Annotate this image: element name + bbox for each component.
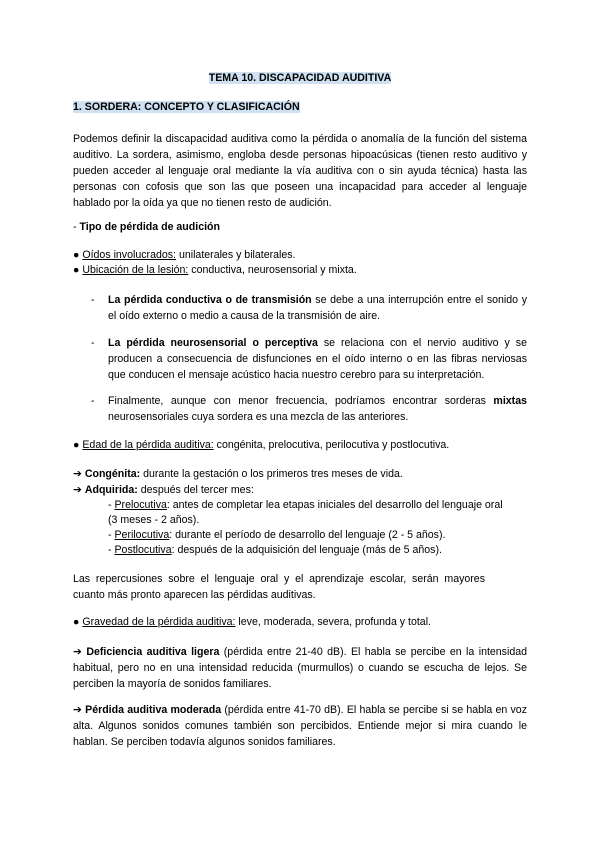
item-mixta: Finalmente, aunque con menor frecuencia, podríamos encontrar sorderas mixtas neurosensoriales cuya sordera es una mezcla de las anteriores. bbox=[108, 395, 527, 423]
bullet-oidos: ● Oídos involucrados: unilaterales y bilaterales. bbox=[73, 249, 296, 261]
arrow-icon: ➔ bbox=[73, 484, 82, 496]
sub-postlocutiva: - Postlocutiva: después de la adquisición del lenguaje (más de 5 años). bbox=[108, 544, 442, 556]
bullet-icon: ● bbox=[73, 439, 80, 451]
section-heading: 1. SORDERA: CONCEPTO Y CLASIFICACIÓN bbox=[73, 101, 300, 113]
item-conductiva: La pérdida conductiva o de transmisión se debe a una interrupción entre el sonido y el oído externo o medio a causa de la transmisión de aire. bbox=[108, 294, 527, 322]
repercusiones-paragraph: Las repercusiones sobre el lenguaje oral y el aprendizaje escolar, serán mayores cuanto más pronto aparecen las pérdidas auditivas. bbox=[73, 573, 485, 601]
item-neurosensorial: La pérdida neurosensorial o perceptiva se relaciona con el nervio auditivo y se producen a consecuencia de disfunciones en el oído interno o en las fibras nerviosas que conducen el mensaje acústico hacia nuestro cerebro para su interpretación. bbox=[108, 337, 527, 381]
document-title: TEMA 10. DISCAPACIDAD AUDITIVA bbox=[208, 72, 392, 84]
arrow-adquirida: ➔ Adquirida: después del tercer mes: bbox=[73, 484, 254, 496]
dash-marker: - bbox=[91, 395, 95, 407]
intro-paragraph: Podemos definir la discapacidad auditiva como la pérdida o anomalía de la función del sistema auditivo. La sordera, asimismo, engloba desde personas hipoacúsicas (tienen resto auditivo y pueden acceder al lenguaje oral mediante la vía auditiva con o sin ayuda técnica) hasta las personas con cofosis que son las que poseen una incapacidad para acceder al lenguaje hablado por la oída ya que no tienen resto de audición. bbox=[73, 133, 527, 209]
bullet-icon: ● bbox=[73, 616, 80, 628]
dash-marker: - bbox=[91, 294, 95, 306]
bullet-edad: ● Edad de la pérdida auditiva: congénita, prelocutiva, perilocutiva y postlocutiva. bbox=[73, 439, 450, 451]
dash-marker: - bbox=[91, 337, 95, 349]
bullet-gravedad: ● Gravedad de la pérdida auditiva: leve, moderada, severa, profunda y total. bbox=[73, 616, 431, 628]
subheading: - Tipo de pérdida de audición bbox=[73, 221, 220, 233]
sub-prelocutiva: - Prelocutiva: antes de completar lea etapas iniciales del desarrollo del lenguaje oral bbox=[108, 499, 503, 511]
bullet-icon: ● bbox=[73, 249, 80, 261]
arrow-congenita: ➔ Congénita: durante la gestación o los primeros tres meses de vida. bbox=[73, 468, 403, 480]
bullet-ubicacion: ● Ubicación de la lesión: conductiva, neurosensorial y mixta. bbox=[73, 264, 357, 276]
arrow-icon: ➔ bbox=[73, 646, 82, 658]
sub-perilocutiva: - Perilocutiva: durante el período de desarrollo del lenguaje (2 - 5 años). bbox=[108, 529, 446, 541]
item-moderada: ➔ Pérdida auditiva moderada (pérdida entre 41-70 dB). El habla se percibe si se habla en voz alta. Algunos sonidos comunes también son percibidos. Entiende mejor si mira cuando le hablan. Se perciben todavía algunos sonidos familiares. bbox=[73, 704, 527, 748]
item-ligera: ➔ Deficiencia auditiva ligera (pérdida entre 21-40 dB). El habla se percibe en la intensidad habitual, pero no en una intensidad reducida (murmullos) o cuando se escucha de lejos. Se perciben la mayoría de sonidos familiares. bbox=[73, 646, 528, 690]
bullet-icon: ● bbox=[73, 264, 80, 276]
arrow-icon: ➔ bbox=[73, 468, 82, 480]
arrow-icon: ➔ bbox=[73, 704, 82, 716]
sub-prelocutiva-cont: (3 meses - 2 años). bbox=[108, 514, 200, 526]
